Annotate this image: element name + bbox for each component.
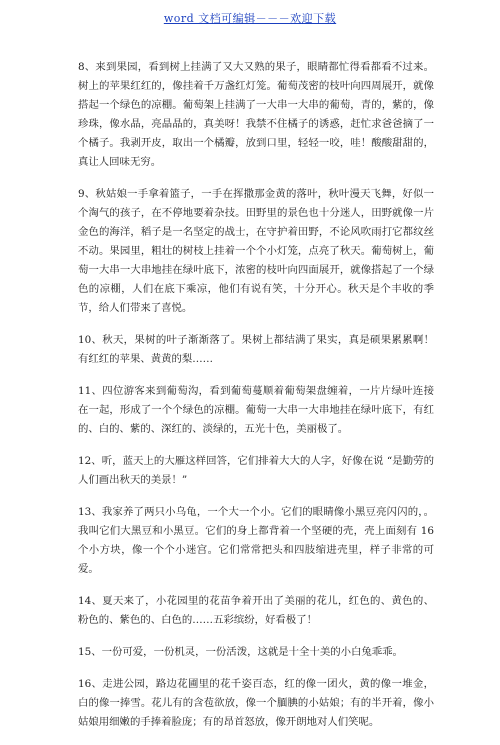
document-body: [78, 58, 434, 745]
paragraph-12: 12、听，蓝天上的大雁这样回答，它们排着大大的人字，好像在说 “是勤劳的人们画出秋天的美景！”: [78, 455, 434, 486]
download-header-link[interactable]: word 文档可编辑－－－欢迎下载: [163, 12, 337, 25]
paragraph-8: 8、来到果园，看到树上挂满了又大又熟的果子，眼睛都忙得看都看不过来。树上的苹果红红的，像挂着千万盏红灯笼。葡萄茂密的枝叶向四周展开，就像搭起一个绿色的凉棚。葡萄架上挂满了一大串一大串的葡萄，青的，紫的，像珍珠，像水晶，亮晶晶的，真美呀！我禁不住橘子的诱惑，赶忙求爸爸摘了一个橘子。我剥开皮，取出一个橘瓣，放到口里，轻轻一咬，哇！酸酸甜甜的，真让人回味无穷。: [78, 61, 434, 168]
paragraph-14: 14、夏天来了，小花园里的花苗争着开出了美丽的花儿，红色的、黄色的、粉色的、紫色的、白色的……五彩缤纷，好看极了！: [78, 595, 434, 626]
paragraph-9: 9、秋姑娘一手拿着篮子，一手在挥撒那金黄的落叶，秋叶漫天飞舞，好似一个淘气的孩子，在不停地要着杂技。田野里的景色也十分迷人，田野就像一片金色的海洋，稻子是一名坚定的战士，在守护着田野，不论风吹雨打它都纹丝不动。果园里，粗壮的树枝上挂着一个个小灯笼，点亮了秋天。葡萄树上，葡萄一大串一大串地挂在绿叶底下，浓密的枝叶向四面展开，就像搭起了一个绿色的凉棚，人们在底下乘凉，他们有说有笑，十分开心。秋天是个丰收的季节，给人们带来了喜悦。: [78, 188, 434, 314]
paragraph-11: 11、四位游客来到葡萄沟，看到葡萄蔓顺着葡萄架盘缠着，一片片绿叶连接在一起，形成了一个个绿色的凉棚。葡萄一大串一大串地挂在绿叶底下，有红的、白的、紫的、深红的、淡绿的，五光十色，美丽极了。: [78, 385, 434, 435]
paragraph-15: 15、一份可爱，一份机灵，一份活泼，这就是十全十美的小白兔乖乖。: [78, 646, 403, 658]
paragraph-13: 13、我家养了两只小乌龟，一个大一个小。它们的眼睛像小黑豆亮闪闪的，。我叫它们大黑豆和小黑豆。它们的身上都背着一个坚硬的壳，壳上面刻有 16 个小方块，像一个个小迷宫。它们常常把头和四肢缩进壳里，样子非常的可爱。: [78, 506, 434, 575]
paragraph-10: 10、秋天，果树的叶子渐渐落了。果树上都结满了果实，真是硕果累累啊！有红红的苹果、黄黄的梨……: [78, 334, 434, 365]
paragraph-16: 16、走进公园，路边花圃里的花千姿百态，红的像一团火，黄的像一堆金，白的像一捧雪。花儿有的含苞欲放，像一个腼腆的小姑娘；有的半开着，像小姑娘用细嫩的手捧着脸庞；有的昂首怒放，像开朗地对人们笑呢。: [78, 678, 434, 728]
